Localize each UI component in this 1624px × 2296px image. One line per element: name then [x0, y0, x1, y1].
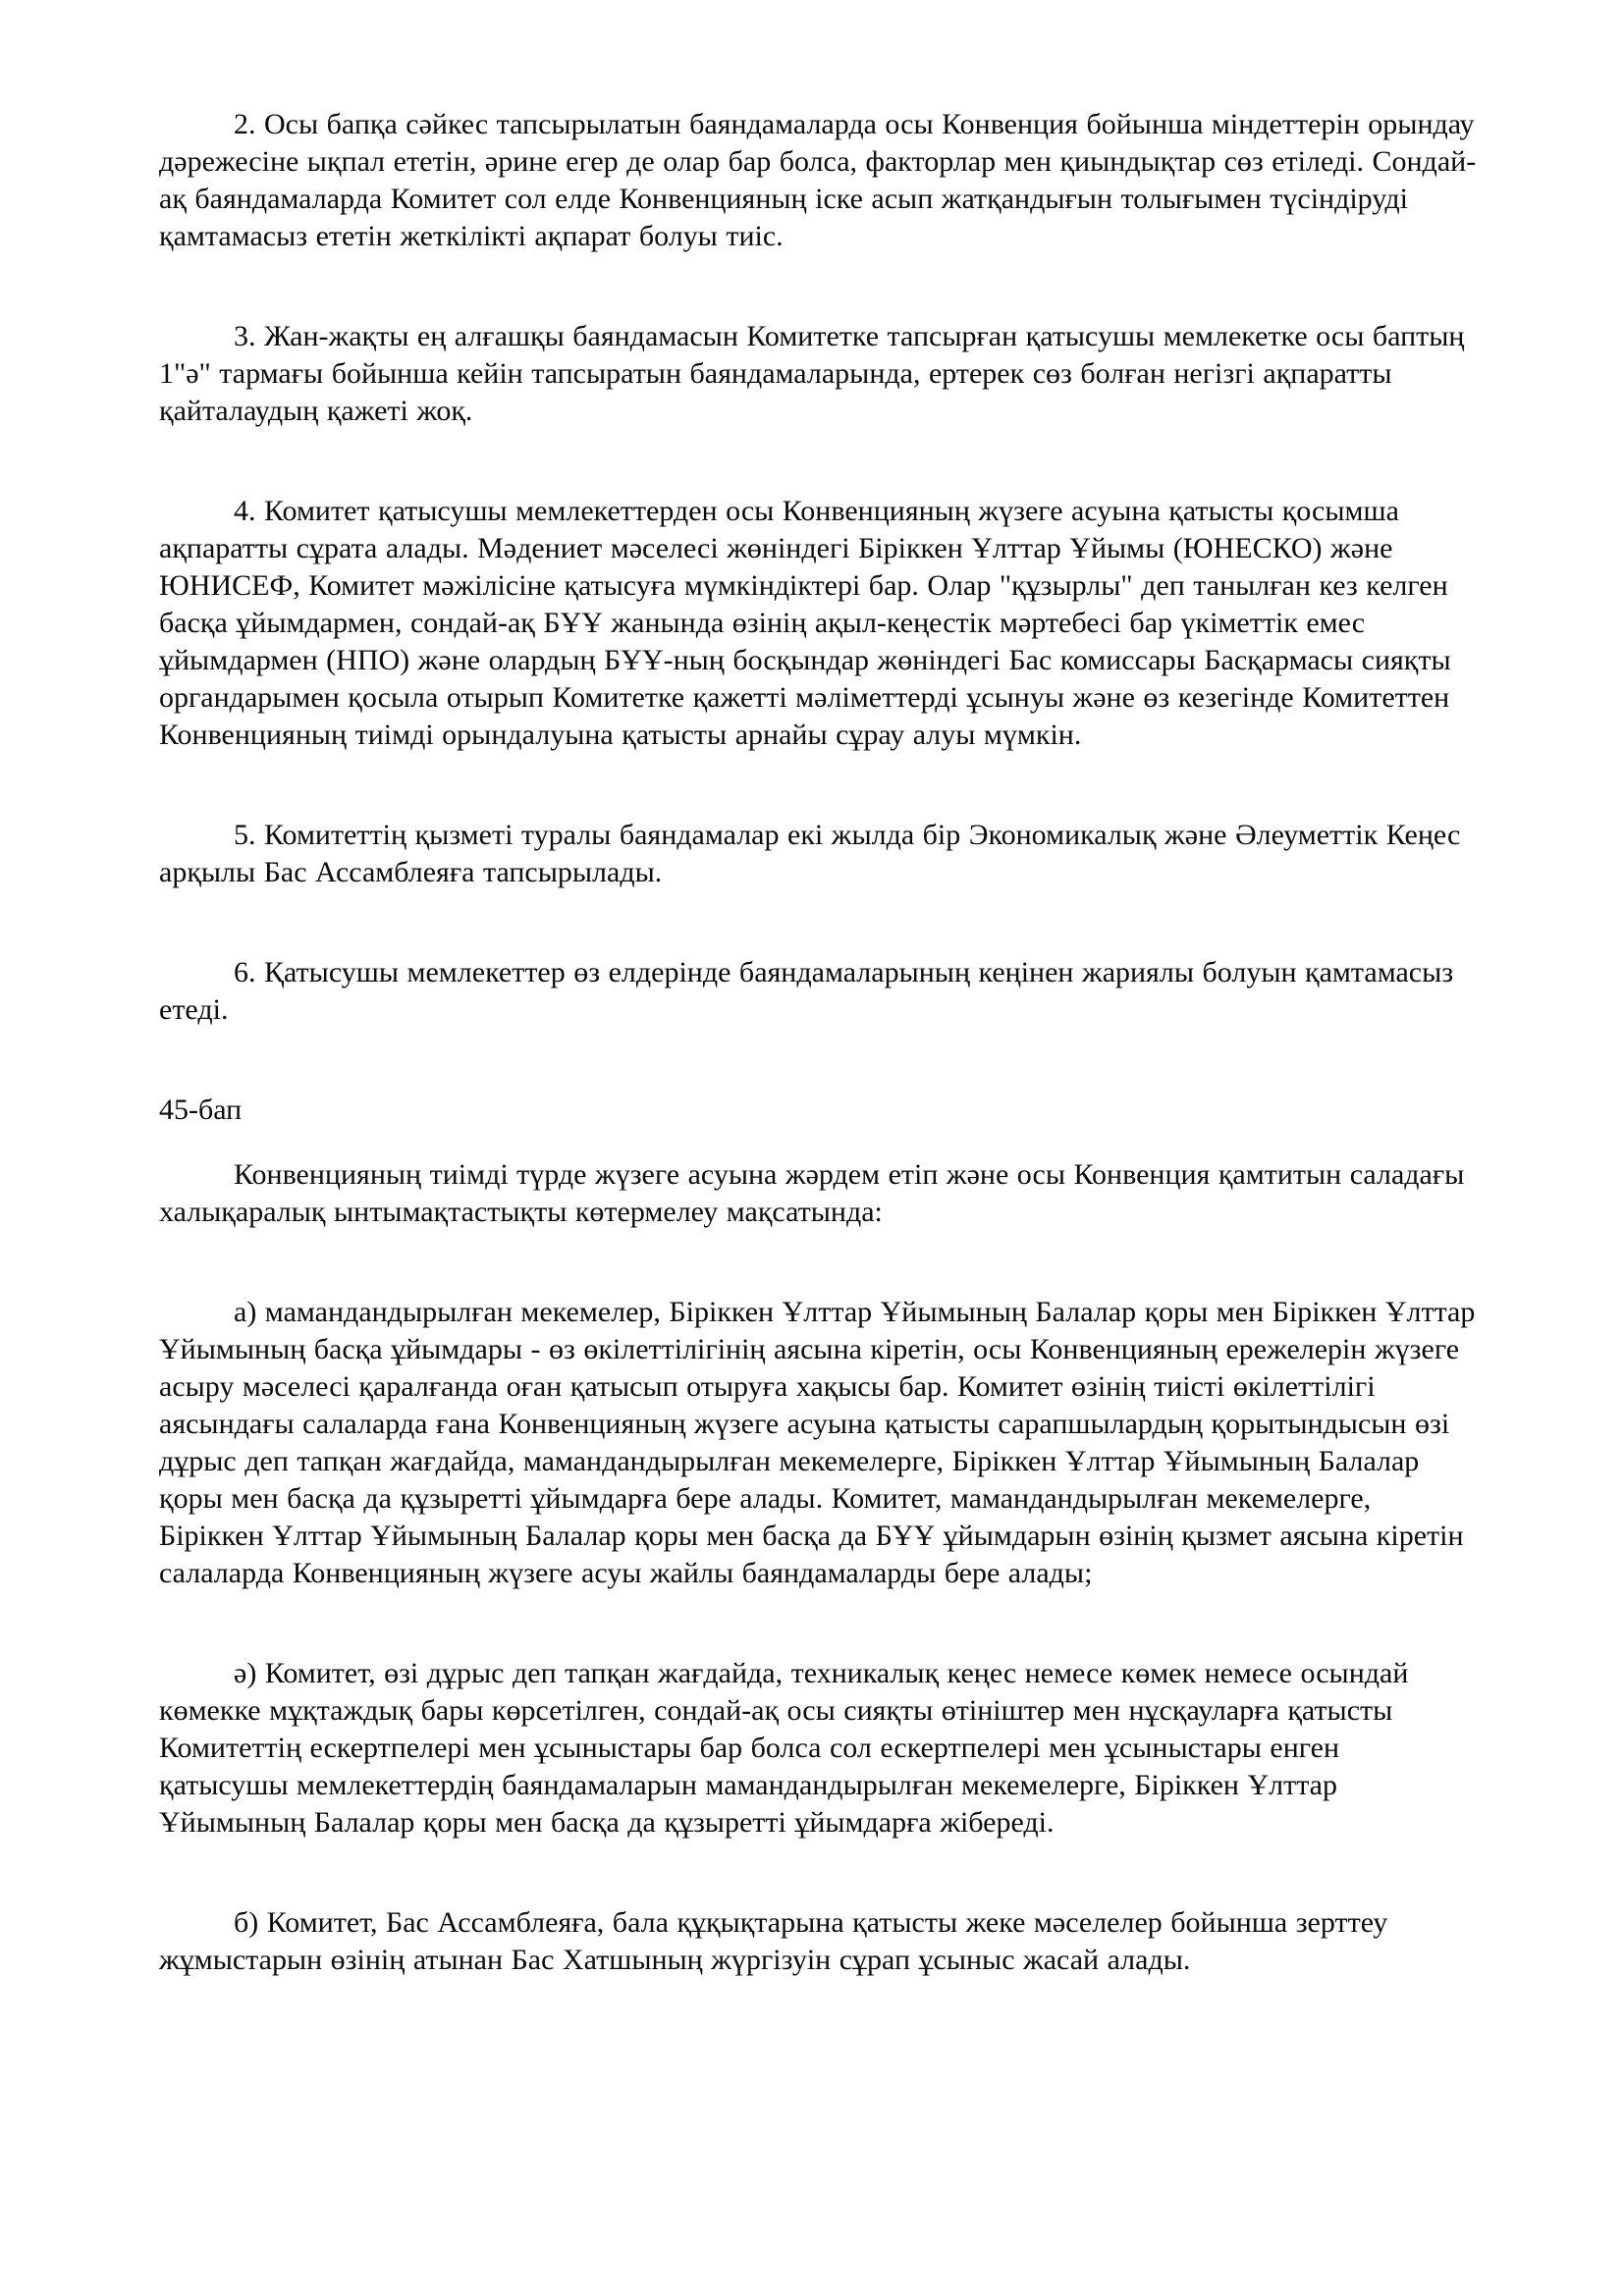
- paragraph-4: 4. Комитет қатысушы мемлекеттерден осы Конвенцияның жүзеге асуына қатысты қосымша ақпаратты сұрата алады. Мәдениет мәселесі жөніндегі Біріккен Ұлттар Ұйымы (ЮНЕСКО) және ЮНИСЕФ, Комитет мәжілісіне қатысуға мүмкіндіктері бар. Олар "құзырлы" деп танылған кез келген басқа ұйымдармен, сондай-ақ БҰҰ жанында өзінің ақыл-кеңестік мәртебесі бар үкіметтік емес ұйымдармен (НПО) және олардың БҰҰ-ның босқындар жөніндегі Бас комиссары Басқармасы сияқты органдарымен қосыла отырып Комитетке қажетті мәліметтерді ұсынуы және өз кезегінде Комитеттен Конвенцияның тиімді орындалуына қатысты арнайы сұрау алуы мүмкін.: [159, 495, 1451, 751]
- paragraph-6: 6. Қатысушы мемлекеттер өз елдерінде баяндамаларының кеңінен жариялы болуын қамтамасыз етеді.: [159, 956, 1454, 1026]
- paragraph-3: 3. Жан-жақты ең алғашқы баяндамасын Комитетке тапсырған қатысушы мемлекетке осы баптың 1"ә" тармағы бойынша кейін тапсыратын баяндамаларында, ертерек сөз болған негізгі ақпаратты қайталаудың қажеті жоқ.: [159, 320, 1465, 427]
- article-45-heading: 45-бап: [159, 1094, 243, 1126]
- document-body: [159, 106, 1477, 1979]
- paragraph-2: 2. Осы бапқа сәйкес тапсырылатын баяндамаларда осы Конвенция бойынша міндеттерін орындау дәрежесіне ықпал ететін, әрине егер де олар бар болса, факторлар мен қиындықтар сөз етіледі. Сондай-ақ баяндамаларда Комитет сол елде Конвенцияның іске асып жатқандығын толығымен түсіндіруді қамтамасыз ететін жеткілікті ақпарат болуы тиіс.: [159, 108, 1477, 252]
- paragraph-45-item-a: а) мамандандырылған мекемелер, Біріккен Ұлттар Ұйымының Балалар қоры мен Біріккен Ұлттар Ұйымының басқа ұйымдары - өз өкілеттілігінің аясына кіретін, осы Конвенцияның ережелерін жүзеге асыру мәселесі қаралғанда оған қатысып отыруға хақысы бар. Комитет өзінің тиісті өкілеттілігі аясындағы салаларда ғана Конвенцияның жүзеге асуына қатысты сарапшылардың қорытындысын өзі дұрыс деп тапқан жағдайда, мамандандырылған мекемелерге, Біріккен Ұлттар Ұйымының Балалар қоры мен басқа да құзыретті ұйымдарға бере алады. Комитет, мамандандырылған мекемелерге, Біріккен Ұлттар Ұйымының Балалар қоры мен басқа да БҰҰ ұйымдарын өзінің қызмет аясына кіретін салаларда Конвенцияның жүзеге асуы жайлы баяндамаларды бере алады;: [159, 1296, 1476, 1589]
- paragraph-5: 5. Комитеттің қызметі туралы баяндамалар екі жылда бір Экономикалық және Әлеуметтік Кеңес арқылы Бас Ассамблеяға тапсырылады.: [159, 819, 1461, 888]
- paragraph-45-item-b: б) Комитет, Бас Ассамблеяға, бала құқықтарына қатысты жеке мәселелер бойынша зерттеу жұмыстарын өзінің атынан Бас Хатшының жүргізуін сұрап ұсыныс жасай алады.: [159, 1906, 1388, 1976]
- paragraph-45-item-a2: ә) Комитет, өзі дұрыс деп тапқан жағдайда, техникалық кеңес немесе көмек немесе осындай көмекке мұқтаждық бары көрсетілген, сондай-ақ осы сияқты өтініштер мен нұсқауларға қатысты Комитеттің ескертпелері мен ұсыныстары бар болса сол ескертпелері мен ұсыныстары енген қатысушы мемлекеттердің баяндамаларын мамандандырылған мекемелерге, Біріккен Ұлттар Ұйымының Балалар қоры мен басқа да құзыретті ұйымдарға жібереді.: [159, 1657, 1409, 1839]
- paragraph-45-intro: Конвенцияның тиімді түрде жүзеге асуына жәрдем етіп және осы Конвенция қамтитын саладағы халықаралық ынтымақтастықты көтермелеу мақсатында:: [159, 1158, 1465, 1228]
